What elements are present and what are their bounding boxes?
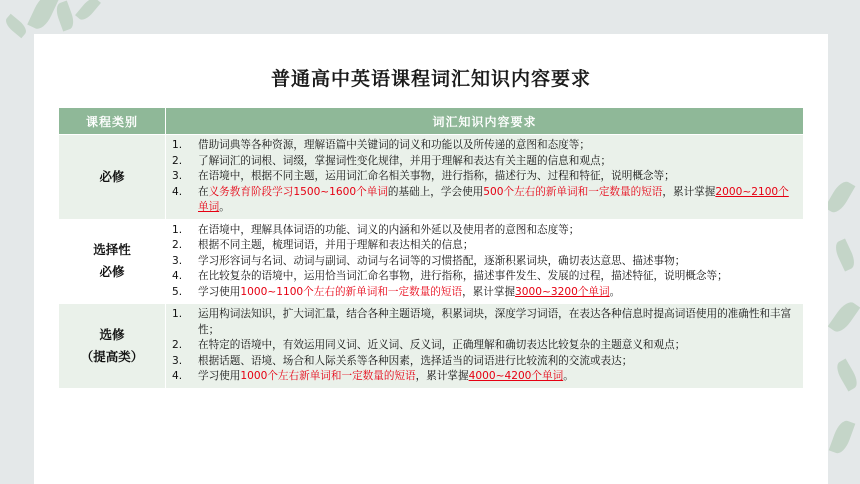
item-text	[198, 285, 793, 301]
table-body	[59, 135, 804, 389]
requirement-item	[172, 154, 793, 170]
requirement-item	[172, 254, 793, 270]
highlighted-text: 2000~2100个单词	[198, 185, 789, 213]
requirement-item	[172, 138, 793, 154]
requirement-item	[172, 238, 793, 254]
vocabulary-requirements-table	[58, 107, 804, 389]
item-number: 2.	[172, 239, 183, 251]
item-number: 3.	[172, 354, 183, 367]
item-text-segment: ，累计掌握	[462, 285, 516, 298]
leaf-decoration	[3, 14, 29, 39]
leaf-decoration	[833, 359, 860, 392]
requirement-item	[172, 269, 793, 285]
item-number: 4.	[172, 270, 183, 282]
item-text-segment: ，累计掌握	[415, 370, 469, 382]
highlighted-text: 3000~3200个单词	[515, 285, 610, 298]
page-title: 普通高中英语课程词汇知识内容要求	[270, 68, 591, 90]
item-number: 1.	[172, 223, 183, 236]
item-text-segment: 在	[198, 185, 209, 198]
table-row	[59, 304, 804, 389]
item-text-segment: 的基础上，学会使用	[387, 185, 484, 198]
item-text-segment: 。	[219, 201, 230, 213]
item-number: 3.	[172, 170, 183, 182]
leaf-decoration	[75, 0, 101, 23]
requirements-cell	[166, 219, 804, 304]
leaf-decoration	[54, 0, 77, 31]
requirement-item	[172, 169, 793, 185]
item-text-segment: 学习形容词与名词、动词与副词、动词与名词等的习惯搭配，逐渐积累词块，确切表达意思、描述事物；	[198, 254, 686, 267]
item-text	[198, 154, 793, 170]
leaf-decoration	[825, 178, 856, 215]
highlighted-text: 4000~4200个单词	[468, 370, 564, 382]
requirement-item	[172, 338, 793, 354]
item-text-segment: ，累计掌握	[662, 185, 716, 198]
course-category-cell	[59, 304, 166, 389]
table-row	[59, 219, 804, 304]
item-text	[198, 338, 793, 354]
table-row	[59, 135, 804, 220]
item-number: 5.	[172, 285, 183, 298]
requirement-item	[172, 354, 793, 370]
item-text	[198, 269, 793, 285]
header-course-category: 课程类别	[59, 108, 166, 135]
requirements-cell	[166, 304, 804, 389]
leaf-decoration	[832, 238, 857, 271]
item-number: 2.	[172, 154, 183, 167]
highlighted-text: 义务教育阶段学习1500~1600个单词	[208, 185, 388, 198]
item-text-segment: 根据不同主题，梳理词语，并用于理解和表达相关的信息；	[198, 239, 474, 251]
item-text-segment: 借助词典等各种资源，理解语篇中关键词的词义和功能以及所传递的意图和态度等；	[198, 139, 590, 151]
course-category-label: 选修	[99, 326, 125, 342]
requirement-item	[172, 369, 793, 385]
course-category-label: 必修	[99, 264, 125, 280]
item-text-segment: 。	[563, 370, 574, 382]
leaf-decoration	[27, 0, 59, 32]
requirement-item	[172, 223, 793, 239]
item-text	[198, 223, 793, 239]
item-text-segment: 学习使用	[198, 285, 241, 298]
course-category-cell	[59, 219, 166, 304]
item-number: 4.	[172, 185, 183, 198]
item-text-segment: 在特定的语境中，有效运用同义词、近义词、反义词，正确理解和确切表达比较复杂的主题意义和观点；	[198, 339, 686, 351]
item-number: 2.	[172, 339, 183, 351]
item-text	[198, 354, 793, 370]
highlighted-text: 1000个左右新单词和一定数量的短语	[240, 370, 416, 382]
item-text-segment: 运用构词法知识，扩大词汇量，结合各种主题语境，积累词块，深度学习词语，在表达各种信息时提高词语使用的准确性和丰富性；	[198, 308, 792, 336]
item-text-segment: 了解词汇的词根、词缀，掌握词性变化规律，并用于理解和表达有关主题的信息和观点；	[198, 154, 612, 167]
header-vocabulary-requirements: 词汇知识内容要求	[166, 108, 804, 135]
leaf-decoration	[828, 298, 860, 335]
item-text-segment: 在比较复杂的语境中，运用恰当词汇命名事物，进行指称，描述事件发生、发展的过程，描述特征，说明概念等；	[198, 270, 728, 282]
item-text-segment: 学习使用	[198, 370, 241, 382]
requirement-item	[172, 185, 793, 216]
requirement-item	[172, 285, 793, 301]
item-number: 1.	[172, 139, 183, 151]
item-text	[198, 307, 793, 338]
item-number: 1.	[172, 308, 183, 320]
course-category-label: 必修	[99, 168, 125, 184]
item-text	[198, 169, 793, 185]
item-text	[198, 238, 793, 254]
requirement-item	[172, 307, 793, 338]
item-number: 4.	[172, 370, 183, 382]
content-card	[34, 34, 828, 484]
leaf-decoration	[829, 418, 856, 455]
requirements-cell	[166, 135, 804, 220]
item-text-segment: 在语境中，根据不同主题，运用词汇命名相关事物，进行指称，描述行为、过程和特征，说明概念等；	[198, 170, 675, 182]
item-text-segment: 在语境中，理解具体词语的功能、词义的内涵和外延以及使用者的意图和态度等；	[198, 223, 580, 236]
highlighted-text: 1000~1100个左右的新单词和一定数量的短语	[240, 285, 463, 298]
table-header-row	[59, 108, 804, 135]
item-text-segment: 。	[609, 285, 621, 298]
course-category-cell	[59, 135, 166, 220]
item-text	[198, 185, 793, 216]
item-text	[198, 254, 793, 270]
course-category-label: （提高类）	[80, 348, 144, 364]
item-text	[198, 138, 793, 154]
course-category-label: 选择性	[93, 242, 131, 258]
item-number: 3.	[172, 254, 183, 267]
item-text-segment: 根据话题、语境、场合和人际关系等各种因素，选择适当的词语进行比较流利的交流或表达；	[198, 354, 633, 367]
highlighted-text: 500个左右的新单词和一定数量的短语	[483, 185, 663, 198]
item-text	[198, 369, 793, 385]
